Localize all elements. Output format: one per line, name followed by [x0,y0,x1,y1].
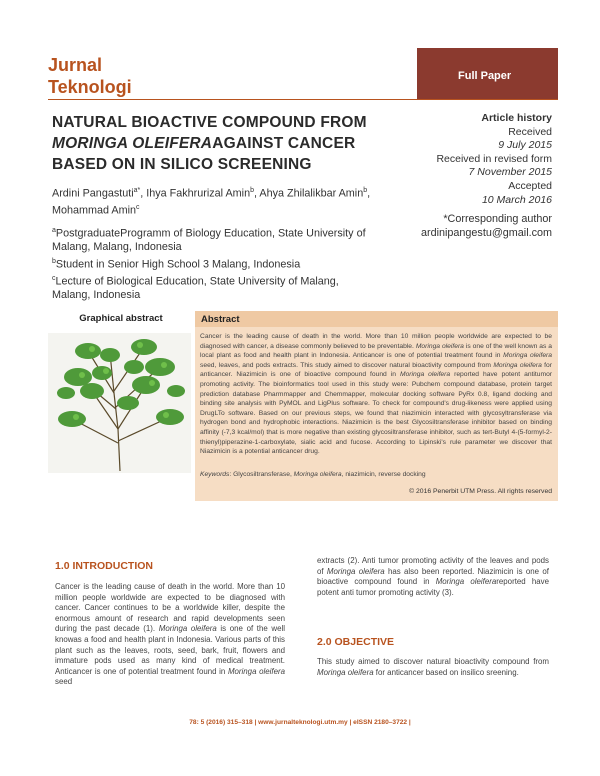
journal-name [48,54,132,98]
author-sup: b [250,187,254,194]
abstract-text-italic: Moringa oleifera [503,352,552,360]
author-list [52,184,382,217]
intro-text-segment: extracts (2). Anti tumor promoting activity of the leaves and pods of [317,556,549,576]
objective-text-italic: Moringa oleifera [317,667,374,677]
received-label: Received [508,125,552,138]
intro-text-italic: Moringa oleifera [158,624,217,634]
abstract-text-italic: Moringa oleifera [415,342,464,350]
intro-text-segment: is one of the well knowas a food and health plant in Indonesia. Various parts of this plant such as the leaves, roots, seed, bark, fruit, flowers and immature pods used as many kind of medical treatment. Anticancer is one of potential treatment found in [55,624,285,676]
abstract-heading: Abstract [201,314,240,325]
author-separator: , [253,187,260,200]
journal-name-line2: Teknologi [48,77,132,97]
author-name: Ihya Fakhrurizal Amin [146,187,251,200]
intro-text-segment: Cancer is the leading cause of death in the world. More than 10 million people worldwide are expected to be diagnosed with cancer. Cancer continues to be a worldwide killer, despite the enormous amount of research and rapid developments seen during the past decade (1). [55,582,285,634]
abstract-text [200,332,552,457]
author-separator: , [140,187,147,200]
affiliation [52,272,372,303]
paper-type-label: Full Paper [458,70,512,82]
affiliation-sup: a [52,227,56,234]
corresponding-email[interactable]: ardinipangestu@gmail.com [421,227,552,239]
title-part2: AGAINST CANCER BASED ON IN SILICO SCREENING [52,135,356,173]
header-divider [48,99,558,100]
affiliation-sup: c [52,274,56,282]
abstract-text-italic: Moringa oleifera [400,371,451,379]
affiliation-list [52,224,372,302]
keywords-italic: Moringa oleifera [293,471,342,478]
author-name: Ardini Pangastuti [52,187,134,200]
intro-text-italic: Moringa oleifera [227,666,285,676]
article-history [436,112,552,207]
author-name: Mohammad Amin [52,204,137,217]
introduction-heading: 1.0 INTRODUCTION [55,560,154,572]
article-title [52,112,372,175]
author-separator: , [367,187,371,200]
accepted-label: Accepted [508,179,552,192]
author-name: Ahya Zhilalikbar Amin [259,187,364,200]
objective-heading: 2.0 OBJECTIVE [317,636,395,648]
corresponding-label: *Corresponding author [443,213,552,225]
affiliation-text: Student in Senior High School 3 Malang, Indonesia [55,258,301,271]
abstract-text-segment: for anticancer. Niazimicin is one of bioactive compound found in [200,361,552,379]
intro-text-italic: Moringa oleifera [326,566,385,576]
abstract-text-segment: reported have potent antitumor promoting activity. The bioinformatics tool used in this study were: Pubchem compound database, protein target prediction database Pharmmapper and Chemmapper, molecular docking software PyRx 0.8, ligand docking and binding site analysis with PyMOL and LigPlus software. To check for compound's drug-likeness were applied using DrugLTo software. Based on our previous steps, we found that niazimicin interacted with glycosyltransferase via hydrogen bond and hydrophobic interactions. Niazimicin is the best Glycosiltransferase inhibitor based on binding affinity (-7,3 kcal/mol) that is more negative than existing glycosiltransferase inhibitor, such as tert-Butyl 4-(5-formyl-2-thienyl)piperazine-1-carboxylate, sialic acid and fucose. According to Lipinski's rule parameter we discover that Niazimicin is a potential anticancer drug. [200,371,553,456]
abstract-text-segment: Cancer is the leading cause of death in the world. More than 10 million people worldwide are expected to be diagnosed with cancer, a disease commonly believed to be preventable. [200,333,552,350]
affiliation-text: PostgraduateProgramm of Biology Education, State University of Malang, Malang, Indonesia [52,227,366,254]
objective-text [317,657,549,678]
keywords-text: , niazimicin, reverse docking [341,471,426,478]
affiliation [52,255,372,272]
graphical-abstract-heading: Graphical abstract [79,313,163,324]
history-heading: Article history [481,112,552,124]
accepted-date: 10 March 2016 [481,193,552,206]
objective-text-segment: for anticancer based on insilico sreening. [373,667,519,677]
introduction-text-col1 [55,582,285,688]
abstract-text-segment: seed, leaves, and pods extracts. This study aimed to discover natural bioactivity compound from [200,361,494,369]
affiliation-text: Lecture of Biological Education, State University of Malang, Malang, Indonesia [52,275,339,301]
intro-text-segment: reported have potent anti tumor promoting activity (3). [317,577,549,597]
author-sup: b [363,187,368,194]
copyright-notice: © 2016 Penerbit UTM Press. All rights reserved [409,488,552,495]
abstract-text-italic: Moringa oleifera [493,361,542,369]
author-sup: a* [133,187,141,194]
paper-type-badge [417,48,558,100]
keywords [200,471,552,478]
revised-date: 7 November 2015 [468,166,552,179]
journal-name-line1: Jurnal [48,55,103,75]
intro-text-segment: has also been reported. Niazimicin is one of bioactive compound found in [317,566,549,587]
intro-text-segment: seed [55,677,73,687]
abstract-header [195,311,558,327]
page-footer: 78: 5 (2016) 315–318 | www.jurnalteknologi.utm.my | eISSN 2180–3722 | [189,719,411,726]
introduction-text-col2 [317,556,549,598]
received-date: 9 July 2015 [498,139,552,152]
revised-label: Received in revised form [436,152,552,165]
author-sup: c [136,203,140,211]
title-italic: MORINGA OLEIFERA [52,135,213,152]
affiliation-sup: b [52,257,56,265]
keywords-label: Keywords [200,471,230,478]
moringa-plant-image [48,333,191,473]
abstract-text-segment: is one of the well known as a local plant as food and health plant in Indonesia. Anticancer is one of potential treatment found in [200,342,553,360]
intro-text-italic: Moringa oleifera [435,577,497,587]
title-part1: NATURAL BIOACTIVE COMPOUND FROM [52,114,367,131]
affiliation [52,224,372,255]
keywords-text: : Glycosiltransferase, [229,471,294,478]
corresponding-author [421,212,552,240]
objective-text-segment: This study aimed to discover natural bioactivity compound from [317,657,549,666]
